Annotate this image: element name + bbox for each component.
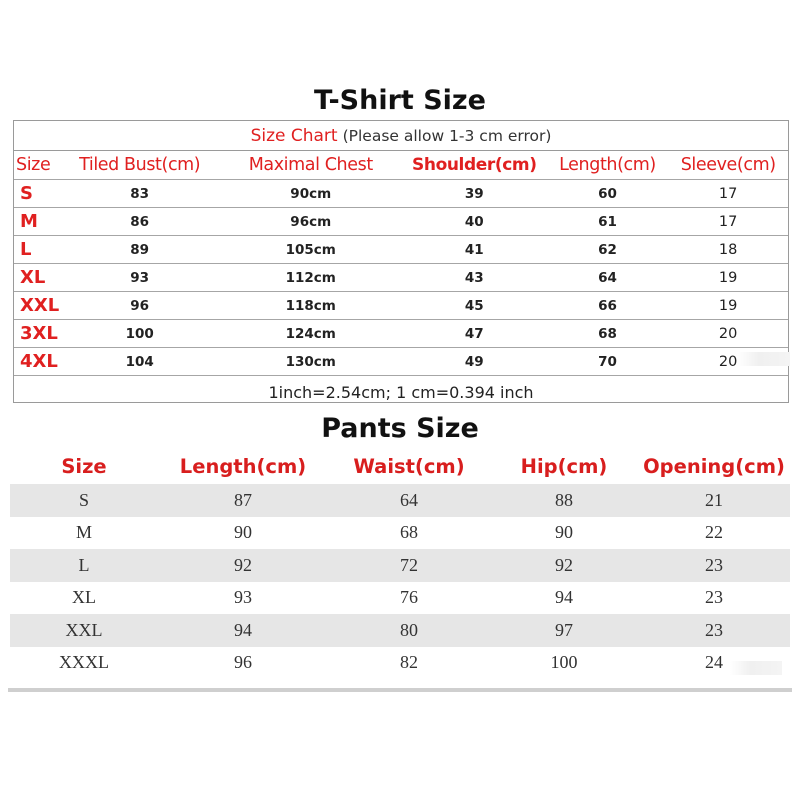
table-bottom-divider xyxy=(8,688,792,692)
table-row xyxy=(10,484,790,517)
table-row xyxy=(10,517,790,550)
table-row xyxy=(10,614,790,647)
tiled-bust-cell: 96 xyxy=(130,297,150,314)
length-cell: 64 xyxy=(598,269,617,286)
table-row xyxy=(14,180,788,208)
pants-header-waist: Waist(cm) xyxy=(353,454,465,478)
waist-cell: 80 xyxy=(400,619,418,640)
size-cell: XXXL xyxy=(59,652,109,673)
tiled-bust-cell: 100 xyxy=(125,325,154,342)
size-cell: L xyxy=(20,239,32,260)
waist-cell: 64 xyxy=(400,489,418,510)
size-cell: 3XL xyxy=(20,323,58,344)
sleeve-cell: 17 xyxy=(718,185,738,202)
maximal-chest-cell: 118cm xyxy=(285,297,336,314)
opening-cell: 21 xyxy=(705,489,723,510)
maximal-chest-cell: 105cm xyxy=(285,241,336,258)
size-cell: XXL xyxy=(20,295,60,316)
sleeve-cell: 19 xyxy=(718,269,738,286)
table-row xyxy=(14,264,788,292)
pants-size-table xyxy=(10,448,790,679)
table-row xyxy=(10,549,790,582)
tiled-bust-cell: 83 xyxy=(130,185,150,202)
waist-cell: 68 xyxy=(400,522,418,543)
maximal-chest-cell: 112cm xyxy=(285,269,336,286)
table-row xyxy=(14,236,788,264)
shoulder-cell: 41 xyxy=(464,241,484,258)
shoulder-cell: 49 xyxy=(464,353,484,370)
shoulder-cell: 45 xyxy=(464,297,484,314)
table-row xyxy=(14,348,788,376)
maximal-chest-cell: 124cm xyxy=(285,325,336,342)
sleeve-cell: 18 xyxy=(718,241,738,258)
sleeve-cell: 20 xyxy=(718,353,738,370)
waist-cell: 72 xyxy=(400,554,418,575)
hip-cell: 97 xyxy=(555,619,573,640)
tshirt-header-maximal-chest: Maximal Chest xyxy=(248,155,373,175)
length-cell: 62 xyxy=(598,241,617,258)
sleeve-cell: 17 xyxy=(718,213,738,230)
tshirt-header-tiled-bust: Tiled Bust(cm) xyxy=(79,155,201,175)
tshirt-header-size: Size xyxy=(16,155,51,175)
hip-cell: 94 xyxy=(555,587,573,608)
table-row xyxy=(14,292,788,320)
length-cell: 92 xyxy=(234,554,252,575)
length-cell: 60 xyxy=(598,185,617,202)
tshirt-size-title: T-Shirt Size xyxy=(314,85,486,116)
opening-cell: 24 xyxy=(705,652,723,673)
pants-header-size: Size xyxy=(61,454,107,478)
size-cell: M xyxy=(20,211,38,232)
waist-cell: 76 xyxy=(400,587,418,608)
size-cell: 4XL xyxy=(20,351,58,372)
length-cell: 87 xyxy=(234,489,252,510)
pants-header-opening: Opening(cm) xyxy=(643,454,785,478)
size-cell: S xyxy=(78,489,89,510)
watermark-smudge xyxy=(730,661,782,675)
tshirt-header-shoulder: Shoulder(cm) xyxy=(412,155,537,175)
opening-cell: 23 xyxy=(705,554,723,575)
length-cell: 94 xyxy=(234,619,252,640)
maximal-chest-cell: 130cm xyxy=(285,353,336,370)
length-cell: 61 xyxy=(598,213,617,230)
shoulder-cell: 40 xyxy=(464,213,484,230)
length-cell: 68 xyxy=(598,325,617,342)
tiled-bust-cell: 89 xyxy=(130,241,150,258)
shoulder-cell: 47 xyxy=(464,325,484,342)
size-chart-caption xyxy=(14,121,788,151)
opening-cell: 23 xyxy=(705,619,723,640)
tshirt-header-row xyxy=(14,151,788,180)
shoulder-cell: 43 xyxy=(464,269,484,286)
size-cell: L xyxy=(78,554,90,575)
tiled-bust-cell: 104 xyxy=(125,353,154,370)
length-cell: 66 xyxy=(598,297,617,314)
length-cell: 93 xyxy=(234,587,252,608)
hip-cell: 90 xyxy=(555,522,573,543)
tiled-bust-cell: 86 xyxy=(130,213,150,230)
pants-header-hip: Hip(cm) xyxy=(520,454,608,478)
table-row xyxy=(10,582,790,615)
hip-cell: 100 xyxy=(550,652,578,673)
size-cell: XL xyxy=(72,587,96,608)
hip-cell: 92 xyxy=(555,554,573,575)
length-cell: 70 xyxy=(598,353,617,370)
waist-cell: 82 xyxy=(400,652,418,673)
tshirt-header-sleeve: Sleeve(cm) xyxy=(680,155,776,175)
maximal-chest-cell: 90cm xyxy=(290,185,332,202)
length-cell: 90 xyxy=(234,522,252,543)
unit-conversion-note: 1inch=2.54cm; 1 cm=0.394 inch xyxy=(268,382,534,402)
tiled-bust-cell: 93 xyxy=(130,269,150,286)
size-cell: M xyxy=(75,522,92,543)
watermark-smudge xyxy=(738,352,790,366)
maximal-chest-cell: 96cm xyxy=(290,213,332,230)
hip-cell: 88 xyxy=(555,489,573,510)
table-row xyxy=(10,647,790,680)
opening-cell: 23 xyxy=(705,587,723,608)
length-cell: 96 xyxy=(234,652,252,673)
pants-size-title: Pants Size xyxy=(321,413,479,444)
table-row xyxy=(14,208,788,236)
size-chart-caption-label: Size Chart xyxy=(250,125,338,146)
sleeve-cell: 20 xyxy=(718,325,738,342)
sleeve-cell: 19 xyxy=(718,297,738,314)
size-cell: S xyxy=(20,183,33,204)
tshirt-header-length: Length(cm) xyxy=(559,155,656,175)
opening-cell: 22 xyxy=(705,522,723,543)
shoulder-cell: 39 xyxy=(464,185,484,202)
pants-header-row xyxy=(10,448,790,484)
size-chart-caption-note: (Please allow 1-3 cm error) xyxy=(342,126,552,145)
size-cell: XXL xyxy=(65,619,103,640)
tshirt-size-table xyxy=(13,120,789,403)
table-row xyxy=(14,320,788,348)
size-cell: XL xyxy=(20,267,46,288)
pants-header-length: Length(cm) xyxy=(179,454,307,478)
